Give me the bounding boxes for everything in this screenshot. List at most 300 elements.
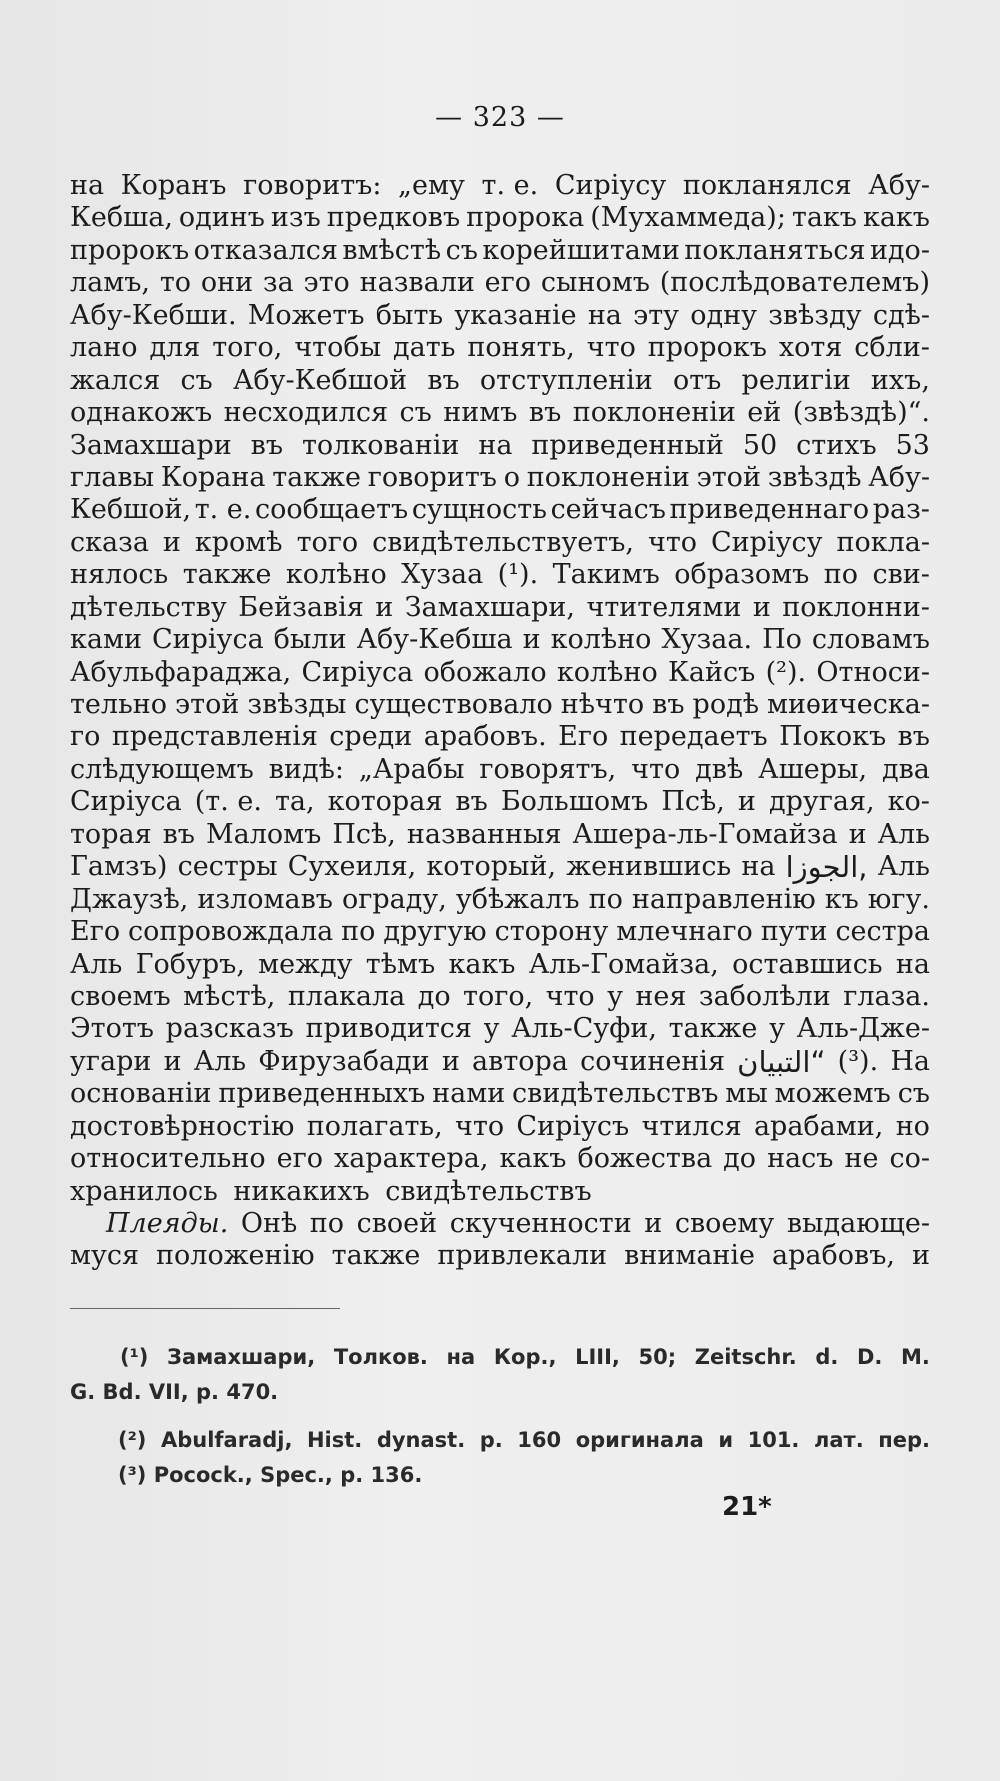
word: это: [303, 267, 350, 299]
word: сопровождала: [128, 916, 334, 948]
word: Абу-Кебши.: [70, 299, 237, 331]
word: разсказъ: [165, 1013, 294, 1045]
text-line: [70, 949, 930, 981]
text-line: [70, 202, 930, 234]
word: того,: [212, 332, 283, 364]
word: Абу-Кебшой: [232, 364, 408, 396]
word: до: [723, 1143, 757, 1175]
footnote-word: M.: [901, 1345, 930, 1369]
word: говорятъ,: [479, 753, 617, 785]
word: другую: [383, 916, 487, 948]
text-line: [70, 624, 930, 656]
footnote-word: (³) Pocock., Spec., p. 136.: [118, 1463, 423, 1487]
word: со-: [889, 1143, 930, 1175]
word: 50: [742, 429, 778, 461]
word: характера,: [333, 1143, 489, 1175]
word: глаза.: [843, 980, 930, 1012]
word: поклонни-: [782, 591, 930, 623]
word: вмѣстѣ: [342, 234, 442, 266]
word: Гамзъ): [70, 851, 168, 883]
word: говоритъ: [367, 461, 497, 493]
footnote-word: на: [446, 1345, 476, 1369]
word: въ: [455, 786, 488, 818]
text-line: [70, 1143, 930, 1175]
word: и: [162, 526, 181, 558]
text-line: [70, 170, 930, 202]
word: въ: [162, 818, 195, 850]
word: (послѣдователемъ): [659, 267, 930, 299]
word: Замахшари: [70, 429, 232, 461]
word: Фирузабади: [258, 1045, 430, 1077]
word: какъ: [499, 1143, 567, 1175]
word: которая: [327, 786, 443, 818]
word: „ему: [398, 170, 465, 201]
word: приведенный: [531, 429, 724, 461]
text-line: [70, 365, 930, 397]
word: колѣно: [556, 656, 658, 688]
word: (²).: [765, 656, 807, 688]
word: Ашера-ль-Гомайза: [572, 818, 838, 850]
text-line: [70, 235, 930, 267]
word: отступленіи: [479, 364, 653, 396]
word: ограду,: [341, 883, 447, 915]
word: быть: [375, 299, 444, 331]
page-header: — 323 —: [435, 102, 565, 133]
footnote-word: пер.: [878, 1428, 930, 1452]
word: отказался: [193, 234, 338, 266]
word: ламъ,: [70, 267, 151, 299]
word: Его: [70, 916, 121, 948]
text-line: [70, 1176, 930, 1208]
word: раз-: [872, 494, 930, 526]
main-text: [70, 170, 930, 1273]
word: основаніи: [70, 1078, 212, 1110]
word: также: [668, 1013, 758, 1045]
word: (звѣздѣ)“.: [792, 397, 930, 429]
word: словамъ: [811, 624, 930, 656]
word: по: [309, 1208, 345, 1239]
footnotes: [70, 1340, 930, 1493]
footnote-word: d.: [815, 1345, 839, 1369]
word: Абу-: [868, 170, 930, 201]
word: въ: [427, 364, 460, 396]
word: الجوزا,: [785, 850, 868, 885]
word: сообщаетъ: [255, 494, 409, 526]
word: понять,: [467, 332, 575, 364]
footnote-word: Zeitschr.: [694, 1345, 797, 1369]
word: сви-: [872, 559, 930, 591]
word: Относи-: [816, 656, 930, 688]
word: что: [455, 1110, 505, 1142]
word: Сиріуса: [70, 786, 182, 818]
word: названныя: [406, 818, 562, 850]
word: на: [741, 851, 776, 883]
word: пророкъ: [647, 332, 767, 364]
footnote-word: Толков.: [333, 1345, 428, 1369]
footnote-rule: [70, 1308, 340, 1309]
word: одинъ: [178, 202, 265, 234]
text-line: [70, 981, 930, 1013]
footnote-line: [70, 1375, 930, 1410]
word: этой: [175, 689, 240, 720]
word: религіи: [741, 364, 851, 396]
text-line: [70, 884, 930, 916]
footnote-word: 101.: [747, 1428, 800, 1452]
word: своей: [356, 1208, 438, 1239]
word: Абу-Кебша: [356, 624, 513, 656]
word: арабовъ.: [423, 721, 547, 753]
word: вниманіе: [624, 1240, 756, 1272]
word: чтителями: [586, 591, 742, 623]
word: (¹).: [497, 559, 539, 591]
word: ей: [747, 397, 782, 429]
text-line: [70, 462, 930, 494]
word: и: [441, 1045, 460, 1077]
text-line: [70, 754, 930, 786]
footnote-word: 50;: [638, 1345, 677, 1369]
word: приведенныхъ: [218, 1078, 426, 1110]
word: сыномъ: [540, 267, 650, 299]
word: торая: [70, 818, 152, 850]
word: своемъ: [70, 980, 171, 1012]
word: насъ: [767, 1143, 834, 1175]
word: говоритъ:: [243, 170, 382, 201]
word: что: [647, 526, 698, 558]
word: кромѣ: [194, 526, 283, 558]
word: Плеяды.: [106, 1208, 229, 1239]
word: Сиріуса: [151, 624, 264, 656]
footnote-line: [70, 1340, 930, 1375]
word: На: [890, 1045, 930, 1077]
word: пророкъ: [70, 234, 190, 266]
word: звѣзду: [768, 299, 862, 331]
word: въ: [897, 721, 930, 753]
word: въ: [250, 429, 284, 461]
word: какъ: [448, 948, 516, 980]
text-line: [70, 851, 930, 883]
word: Псѣ,: [332, 818, 396, 850]
word: Аль: [877, 851, 930, 883]
word: покланялся: [682, 170, 852, 201]
word: этой: [696, 461, 761, 493]
word: между: [258, 948, 353, 980]
word: и: [752, 591, 771, 623]
word: сейчасъ: [550, 494, 666, 526]
word: свидѣтельствуетъ,: [372, 526, 634, 558]
text-line: [70, 721, 930, 753]
text-line: [70, 527, 930, 559]
word: Коранъ: [120, 170, 227, 201]
word: сестры: [177, 851, 278, 883]
word: Онѣ: [240, 1208, 298, 1239]
word: и: [163, 1045, 182, 1077]
word: сущность: [411, 494, 547, 526]
word: другая,: [768, 786, 875, 818]
word: несходился: [223, 397, 389, 429]
text-line: [70, 819, 930, 851]
footnote-word: Abulfaradj,: [160, 1428, 293, 1452]
word: убѣжалъ: [455, 883, 580, 915]
word: съ: [897, 1078, 930, 1110]
word: не: [844, 1143, 879, 1175]
text-line: [70, 786, 930, 818]
word: къ: [824, 883, 859, 915]
word: т. е.: [481, 170, 539, 201]
word: Абу-: [868, 461, 930, 493]
word: Кебшой,: [70, 494, 192, 526]
word: звѣздѣ: [767, 461, 862, 493]
word: на: [478, 429, 513, 461]
word: Хузаа: [401, 559, 484, 591]
text-line: [70, 1240, 930, 1272]
word: сочиненія: [580, 1045, 725, 1077]
word: (³).: [837, 1045, 879, 1077]
word: и: [644, 1208, 663, 1239]
word: у: [483, 1013, 500, 1045]
word: ихъ,: [870, 364, 930, 396]
word: тѣмъ: [365, 948, 436, 980]
word: у: [769, 1013, 785, 1045]
word: предковъ: [326, 202, 461, 234]
text-line: [70, 267, 930, 299]
word: положенію: [156, 1240, 315, 1272]
word: „Арабы: [358, 753, 465, 785]
word: корейшитами: [482, 234, 680, 266]
word: пути: [760, 916, 828, 948]
text-line: [70, 397, 930, 429]
word: также: [272, 461, 361, 493]
word: и: [848, 818, 867, 850]
footnote-line: [70, 1458, 930, 1493]
word: автора: [472, 1045, 568, 1077]
word: изломавъ: [197, 883, 333, 915]
word: колѣно: [550, 624, 652, 656]
word: пророка: [466, 202, 585, 234]
footnote-word: 160: [517, 1428, 562, 1452]
word: обожало: [423, 656, 547, 688]
word: слѣдующемъ: [70, 753, 254, 785]
word: мѣстѣ,: [183, 980, 276, 1012]
word: чтился: [641, 1110, 742, 1142]
word: (Мухаммеда);: [590, 202, 786, 234]
word: жался: [70, 364, 161, 396]
word: можемъ: [774, 1078, 891, 1110]
word: Большомъ: [500, 786, 649, 818]
text-line: [70, 494, 930, 526]
footnote-word: Кор.,: [493, 1345, 557, 1369]
word: мы: [725, 1078, 768, 1110]
word: по: [341, 916, 376, 948]
word: Псѣ,: [661, 786, 725, 818]
word: Замахшари,: [404, 591, 576, 623]
word: назвали: [359, 267, 475, 299]
text-line: [70, 300, 930, 332]
word: его: [276, 1143, 323, 1175]
word: Ашеры,: [758, 753, 868, 785]
word: Аль-Суфи,: [511, 1013, 657, 1045]
word: поклоненіи: [526, 461, 690, 493]
footnote-word: p.: [479, 1428, 503, 1452]
word: Аль: [877, 818, 930, 850]
word: выдающе-: [786, 1208, 930, 1239]
word: угари: [70, 1045, 152, 1077]
word: въ: [652, 689, 685, 720]
footnote-word: Hist.: [306, 1428, 363, 1452]
word: но: [895, 1110, 930, 1142]
text-line: [70, 332, 930, 364]
word: однакожъ: [70, 397, 213, 429]
word: ко-: [887, 786, 930, 818]
footnote-word: (²): [118, 1428, 147, 1452]
word: того: [296, 526, 359, 558]
word: на: [587, 299, 622, 331]
word: приведеннаго: [669, 494, 870, 526]
word: родѣ: [692, 689, 759, 720]
word: что: [545, 980, 595, 1012]
word: по: [823, 559, 858, 591]
word: Кебша,: [70, 202, 173, 234]
word: Джаузѣ,: [70, 883, 189, 915]
word: съ: [399, 397, 432, 429]
word: два: [881, 753, 930, 785]
word: относительно: [70, 1143, 266, 1175]
word: такъ: [791, 202, 857, 234]
word: нами: [432, 1078, 506, 1110]
word: и: [737, 786, 756, 818]
word: его: [484, 267, 532, 299]
word: التبيان“: [737, 1044, 826, 1079]
word: тельно: [70, 689, 168, 720]
word: представленія: [111, 721, 318, 753]
footnote-word: оригинала: [575, 1428, 704, 1452]
word: (т. е.: [194, 786, 262, 818]
word: По: [762, 624, 802, 656]
word: звѣзды: [247, 689, 347, 720]
word: стихъ: [796, 429, 877, 461]
word: съ: [445, 234, 478, 266]
word: у: [607, 980, 623, 1012]
word: Хузаа.: [661, 624, 753, 656]
word: что: [631, 753, 681, 785]
text-line: [70, 1013, 930, 1045]
footnote-word: G. Bd. VII, p. 470.: [70, 1380, 279, 1404]
word: для: [149, 332, 201, 364]
word: Сухеиля,: [287, 851, 417, 883]
word: Аль-Дже-: [796, 1013, 930, 1045]
word: покланяться: [684, 234, 866, 266]
word: привлекали: [437, 1240, 608, 1272]
footnote-line: [70, 1423, 930, 1458]
word: существовало: [354, 689, 553, 720]
word: своему: [674, 1208, 775, 1239]
word: плакала: [287, 980, 406, 1012]
word: нимъ: [443, 397, 518, 429]
word: сбли-: [854, 332, 930, 364]
word: колѣно: [285, 559, 387, 591]
word: двѣ: [695, 753, 744, 785]
footnote-word: LIII,: [575, 1345, 620, 1369]
word: нѣчто: [560, 689, 645, 720]
footnote-word: Замахшари,: [167, 1345, 316, 1369]
word: Пококъ: [779, 721, 887, 753]
word: главы: [70, 461, 155, 493]
text-line: [70, 689, 930, 721]
word: поклоненіи: [572, 397, 736, 429]
word: за: [262, 267, 294, 299]
word: по: [588, 883, 623, 915]
word: Кайсъ: [668, 656, 756, 688]
word: лано: [70, 332, 138, 364]
word: божества: [577, 1143, 713, 1175]
text-line: [70, 592, 930, 624]
word: того,: [463, 980, 534, 1012]
word: идо-: [869, 234, 930, 266]
text-line: [70, 916, 930, 948]
word: сторону: [494, 916, 609, 948]
word: и: [912, 1240, 930, 1272]
word: то: [159, 267, 192, 299]
word: полагать,: [306, 1110, 443, 1142]
word: Сиріусу: [711, 526, 823, 558]
word: муся: [70, 1240, 140, 1272]
word: толкованіи: [302, 429, 460, 461]
word: на: [70, 170, 105, 201]
word: Этотъ: [70, 1013, 154, 1045]
word: сестра: [835, 916, 930, 948]
word: млечнаго: [616, 916, 753, 948]
word: и: [375, 591, 394, 623]
word: заболѣли: [698, 980, 831, 1012]
text-line: [70, 1046, 930, 1078]
word: хотя: [778, 332, 843, 364]
word: приводится: [305, 1013, 472, 1045]
footnote-word: и: [718, 1428, 734, 1452]
word: Его: [558, 721, 609, 753]
word: указаніе: [454, 299, 577, 331]
word: дѣтельству: [70, 591, 227, 623]
word: миѳическа-: [767, 689, 930, 720]
footnote-word: dynast.: [376, 1428, 466, 1452]
word: передаетъ: [619, 721, 768, 753]
word: на: [895, 948, 930, 980]
word: Сиріусъ: [516, 1110, 630, 1142]
word: эту: [633, 299, 680, 331]
word: до: [417, 980, 451, 1012]
word: Аль: [193, 1045, 247, 1077]
word: съ: [180, 364, 213, 396]
word: 53: [895, 429, 930, 461]
word: какъ: [862, 202, 930, 234]
word: оставшись: [732, 948, 883, 980]
word: т. е.: [194, 494, 252, 526]
footnote-word: (¹): [120, 1345, 149, 1369]
word: та,: [274, 786, 315, 818]
word: видѣ:: [268, 753, 344, 785]
word: о: [503, 461, 520, 493]
word: Сиріусу: [554, 170, 667, 201]
text-line: [70, 1078, 930, 1110]
word: въ: [528, 397, 562, 429]
word: изъ: [270, 202, 321, 234]
word: покла-: [836, 526, 930, 558]
word: чтобы: [294, 332, 382, 364]
word: арабовъ,: [772, 1240, 895, 1272]
word: Бейзавія: [238, 591, 364, 623]
word: нялось: [70, 559, 169, 591]
word: ками: [70, 624, 142, 656]
word: дать: [393, 332, 456, 364]
word: го: [70, 721, 101, 753]
